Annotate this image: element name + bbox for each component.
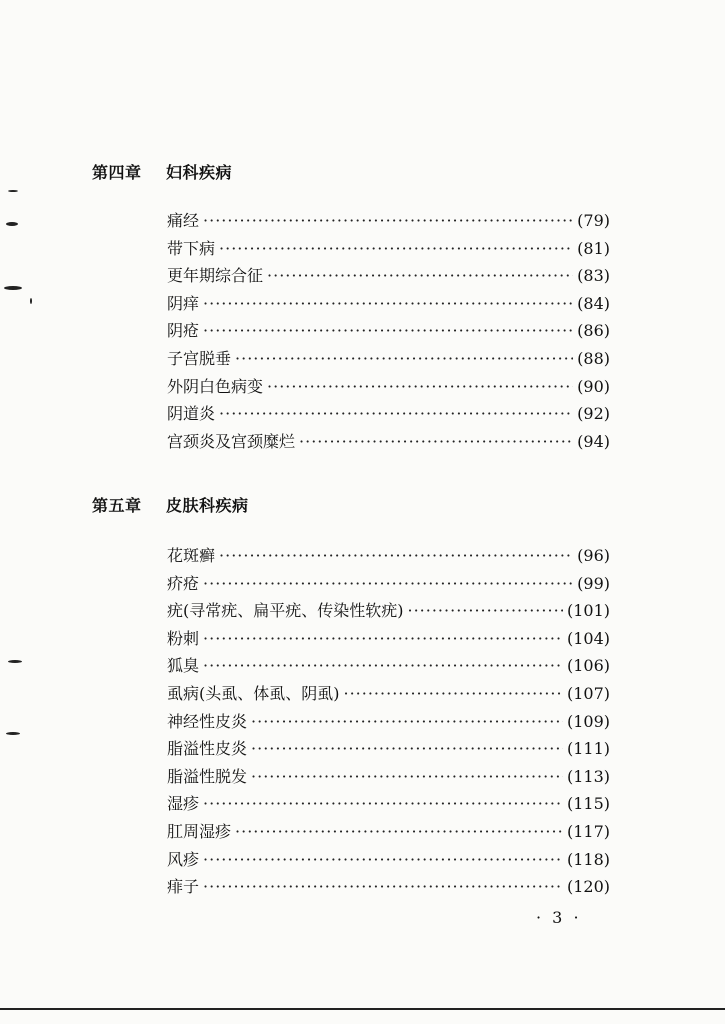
toc-entry[interactable] bbox=[167, 290, 610, 318]
scan-mark bbox=[6, 222, 18, 226]
entry-title: 阴疮 bbox=[167, 321, 200, 341]
toc-entry[interactable] bbox=[167, 846, 610, 874]
dot-leader bbox=[203, 652, 563, 680]
entry-title: 神经性皮炎 bbox=[167, 711, 248, 731]
toc-entry[interactable] bbox=[167, 625, 610, 653]
entry-page: (81) bbox=[577, 238, 610, 258]
entry-title: 肛周湿疹 bbox=[167, 821, 232, 841]
toc-entry[interactable] bbox=[167, 763, 610, 791]
dot-leader bbox=[408, 597, 563, 625]
dot-leader bbox=[219, 542, 573, 570]
toc-list bbox=[167, 542, 610, 901]
dot-leader bbox=[267, 373, 573, 401]
entry-title: 痱子 bbox=[167, 877, 200, 897]
toc-entry[interactable] bbox=[167, 873, 610, 901]
toc-entry[interactable] bbox=[167, 373, 610, 401]
entry-title: 更年期综合征 bbox=[167, 266, 264, 286]
entry-title: 子宫脱垂 bbox=[167, 348, 232, 368]
entry-page: (99) bbox=[577, 573, 610, 593]
dot-leader bbox=[203, 317, 573, 345]
toc-list bbox=[167, 207, 610, 455]
entry-page: (109) bbox=[566, 711, 610, 731]
dot-leader bbox=[203, 207, 573, 235]
entry-page: (90) bbox=[577, 376, 610, 396]
entry-page: (84) bbox=[577, 293, 610, 313]
toc-entry[interactable] bbox=[167, 235, 610, 263]
entry-title: 脂溢性脱发 bbox=[167, 766, 248, 786]
dot-leader bbox=[203, 290, 573, 318]
chapter-title: 妇科疾病 bbox=[166, 163, 233, 182]
toc-entry[interactable] bbox=[167, 400, 610, 428]
dot-leader bbox=[235, 818, 563, 846]
entry-page: (83) bbox=[577, 266, 610, 286]
entry-title: 疣(寻常疣、扁平疣、传染性软疣) bbox=[167, 601, 404, 621]
entry-title: 带下病 bbox=[167, 238, 216, 258]
chapter-title: 皮肤科疾病 bbox=[166, 496, 249, 515]
entry-page: (120) bbox=[566, 877, 610, 897]
toc-entry[interactable] bbox=[167, 708, 610, 736]
scan-mark bbox=[8, 190, 18, 192]
entry-page: (117) bbox=[566, 821, 610, 841]
entry-title: 脂溢性皮炎 bbox=[167, 739, 248, 759]
dot-leader bbox=[203, 570, 573, 598]
entry-title: 狐臭 bbox=[167, 656, 200, 676]
toc-entry[interactable] bbox=[167, 570, 610, 598]
toc-entry[interactable] bbox=[167, 597, 610, 625]
dot-leader bbox=[219, 400, 573, 428]
dot-leader bbox=[267, 262, 573, 290]
chapter-number: 第四章 bbox=[92, 163, 142, 182]
entry-title: 疥疮 bbox=[167, 573, 200, 593]
chapter-heading bbox=[92, 493, 249, 516]
entry-page: (101) bbox=[566, 601, 610, 621]
toc-entry[interactable] bbox=[167, 542, 610, 570]
entry-page: (96) bbox=[577, 546, 610, 565]
entry-page: (118) bbox=[566, 849, 610, 869]
toc-entry[interactable] bbox=[167, 790, 610, 818]
dot-leader bbox=[251, 735, 563, 763]
dot-leader bbox=[251, 708, 563, 736]
entry-page: (113) bbox=[566, 766, 610, 786]
entry-page: (88) bbox=[577, 348, 610, 368]
dot-leader bbox=[203, 846, 563, 874]
entry-page: (106) bbox=[566, 656, 610, 676]
entry-title: 痛经 bbox=[167, 211, 200, 230]
toc-entry[interactable] bbox=[167, 735, 610, 763]
toc-entry[interactable] bbox=[167, 317, 610, 345]
entry-page: (107) bbox=[566, 683, 610, 703]
entry-page: (92) bbox=[577, 404, 610, 424]
chapter-number: 第五章 bbox=[92, 496, 142, 515]
entry-page: (104) bbox=[566, 628, 610, 648]
dot-leader bbox=[344, 680, 563, 708]
dot-leader bbox=[299, 428, 573, 456]
toc-entry[interactable] bbox=[167, 652, 610, 680]
toc-entry[interactable] bbox=[167, 345, 610, 373]
entry-title: 花斑癣 bbox=[167, 546, 216, 565]
entry-title: 外阴白色病变 bbox=[167, 376, 264, 396]
entry-page: (94) bbox=[577, 431, 610, 451]
scan-mark bbox=[4, 286, 22, 290]
entry-page: (79) bbox=[577, 211, 610, 230]
dot-leader bbox=[203, 625, 563, 653]
entry-title: 湿疹 bbox=[167, 794, 200, 814]
dot-leader bbox=[251, 763, 563, 791]
entry-title: 阴道炎 bbox=[167, 404, 216, 424]
entry-title: 阴痒 bbox=[167, 293, 200, 313]
entry-page: (86) bbox=[577, 321, 610, 341]
bottom-rule bbox=[0, 1008, 725, 1010]
entry-title: 虱病(头虱、体虱、阴虱) bbox=[167, 683, 340, 703]
scan-mark bbox=[30, 298, 32, 304]
page-number: · 3 · bbox=[536, 908, 582, 927]
entry-page: (115) bbox=[566, 794, 610, 814]
scan-mark bbox=[8, 660, 22, 663]
toc-entry[interactable] bbox=[167, 262, 610, 290]
toc-entry[interactable] bbox=[167, 428, 610, 456]
dot-leader bbox=[235, 345, 573, 373]
scan-mark bbox=[6, 732, 20, 735]
dot-leader bbox=[203, 873, 563, 901]
entry-title: 粉刺 bbox=[167, 628, 200, 648]
chapter-heading bbox=[92, 160, 232, 183]
toc-entry[interactable] bbox=[167, 818, 610, 846]
entry-title: 宫颈炎及宫颈糜烂 bbox=[167, 431, 296, 451]
toc-entry[interactable] bbox=[167, 680, 610, 708]
entry-title: 风疹 bbox=[167, 849, 200, 869]
entry-page: (111) bbox=[566, 739, 610, 759]
dot-leader bbox=[203, 790, 563, 818]
dot-leader bbox=[219, 235, 573, 263]
toc-entry[interactable] bbox=[167, 207, 610, 235]
